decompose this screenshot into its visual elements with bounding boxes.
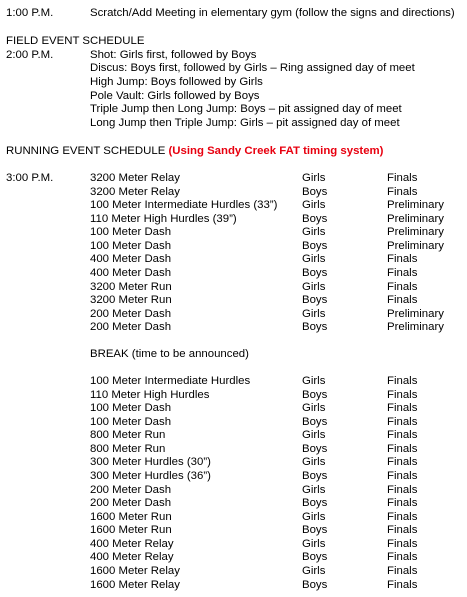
round: Finals (387, 483, 418, 496)
event-name: 110 Meter High Hurdles (39”) (90, 212, 237, 225)
round: Preliminary (387, 321, 444, 334)
event-name: 400 Meter Relay (90, 551, 174, 564)
event-name: 800 Meter Run (90, 442, 166, 455)
gender: Girls (302, 456, 326, 469)
gender: Boys (302, 551, 328, 564)
gender: Boys (302, 470, 328, 482)
field-event-line: Pole Vault: Girls followed by Boys (90, 90, 260, 102)
event-name: 100 Meter Intermediate Hurdles (33”) (90, 199, 278, 212)
round: Preliminary (387, 307, 444, 320)
gender: Boys (302, 524, 328, 537)
event-name: 1600 Meter Relay (90, 578, 180, 591)
round: Preliminary (387, 212, 444, 225)
running-event-title-highlight: (Using Sandy Creek FAT timing system) (168, 145, 384, 157)
event-name: 200 Meter Dash (90, 497, 172, 510)
gender: Girls (302, 226, 326, 239)
field-event-line: High Jump: Boys followed by Girls (90, 76, 263, 88)
event-name: 1600 Meter Run (90, 524, 172, 537)
gender: Girls (302, 483, 326, 496)
round: Finals (387, 551, 418, 564)
event-name: 300 Meter Hurdles (36”) (90, 470, 211, 482)
event-name: 200 Meter Dash (90, 321, 172, 334)
round: Finals (387, 497, 418, 510)
field-event-time: 2:00 P.M. (6, 49, 54, 61)
round: Finals (387, 375, 418, 387)
gender: Girls (302, 280, 326, 293)
event-name: 400 Meter Relay (90, 537, 174, 550)
round: Finals (387, 537, 418, 550)
event-name: 3200 Meter Relay (90, 172, 180, 184)
round: Preliminary (387, 199, 444, 212)
round: Finals (387, 185, 418, 198)
event-name: 3200 Meter Run (90, 294, 172, 307)
gender: Boys (302, 415, 328, 428)
event-name: 100 Meter Intermediate Hurdles (90, 375, 251, 387)
event-name: 1600 Meter Run (90, 510, 172, 523)
event-name: 100 Meter Dash (90, 239, 172, 252)
round: Preliminary (387, 226, 444, 239)
gender: Girls (302, 565, 326, 577)
event-name: 100 Meter Dash (90, 402, 172, 415)
gender: Girls (302, 429, 326, 442)
gender: Boys (302, 267, 328, 279)
gender: Boys (302, 442, 328, 455)
gender: Boys (302, 388, 328, 401)
scratch-meeting-text: Scratch/Add Meeting in elementary gym (follow the signs and directions) (90, 7, 455, 19)
break-text: BREAK (time to be announced) (90, 348, 249, 360)
event-name: 3200 Meter Relay (90, 185, 180, 198)
gender: Girls (302, 537, 326, 550)
round: Finals (387, 429, 418, 442)
event-name: 1600 Meter Relay (90, 565, 180, 577)
gender: Girls (302, 375, 326, 387)
field-event-line: Triple Jump then Long Jump: Boys – pit assigned day of meet (90, 103, 402, 115)
round: Finals (387, 267, 418, 279)
round: Finals (387, 524, 418, 537)
gender: Girls (302, 307, 326, 320)
event-name: 400 Meter Dash (90, 267, 172, 279)
field-event-line: Discus: Boys first, followed by Girls – Ring assigned day of meet (90, 62, 415, 74)
round: Finals (387, 510, 418, 523)
round: Finals (387, 442, 418, 455)
round: Finals (387, 565, 418, 577)
gender: Boys (302, 294, 328, 307)
event-name: 3200 Meter Run (90, 280, 172, 293)
gender: Boys (302, 212, 328, 225)
field-event-line: Shot: Girls first, followed by Boys (90, 49, 257, 61)
gender: Girls (302, 510, 326, 523)
round: Finals (387, 294, 418, 307)
round: Preliminary (387, 239, 444, 252)
running-event-time: 3:00 P.M. (6, 172, 54, 184)
round: Finals (387, 415, 418, 428)
running-event-title: RUNNING EVENT SCHEDULE (6, 145, 166, 157)
gender: Boys (302, 185, 328, 198)
field-event-line: Long Jump then Triple Jump: Girls – pit assigned day of meet (90, 117, 400, 129)
running-event-title-wrap (6, 144, 383, 158)
event-name: 200 Meter Dash (90, 483, 172, 496)
round: Finals (387, 402, 418, 415)
event-name: 200 Meter Dash (90, 307, 172, 320)
round: Finals (387, 470, 418, 482)
scratch-meeting-time: 1:00 P.M. (6, 7, 54, 19)
round: Finals (387, 280, 418, 293)
round: Finals (387, 253, 418, 266)
round: Finals (387, 172, 418, 184)
gender: Girls (302, 199, 326, 212)
event-name: 100 Meter Dash (90, 226, 172, 239)
gender: Boys (302, 578, 328, 591)
event-name: 300 Meter Hurdles (30”) (90, 456, 211, 469)
field-event-title: FIELD EVENT SCHEDULE (6, 35, 145, 47)
event-name: 400 Meter Dash (90, 253, 172, 266)
gender: Boys (302, 497, 328, 510)
event-name: 800 Meter Run (90, 429, 166, 442)
gender: Boys (302, 321, 328, 334)
event-name: 100 Meter Dash (90, 415, 172, 428)
round: Finals (387, 578, 418, 591)
round: Finals (387, 456, 418, 469)
gender: Girls (302, 172, 326, 184)
gender: Girls (302, 253, 326, 266)
event-name: 110 Meter High Hurdles (90, 388, 210, 401)
round: Finals (387, 388, 418, 401)
gender: Girls (302, 402, 326, 415)
gender: Boys (302, 239, 328, 252)
